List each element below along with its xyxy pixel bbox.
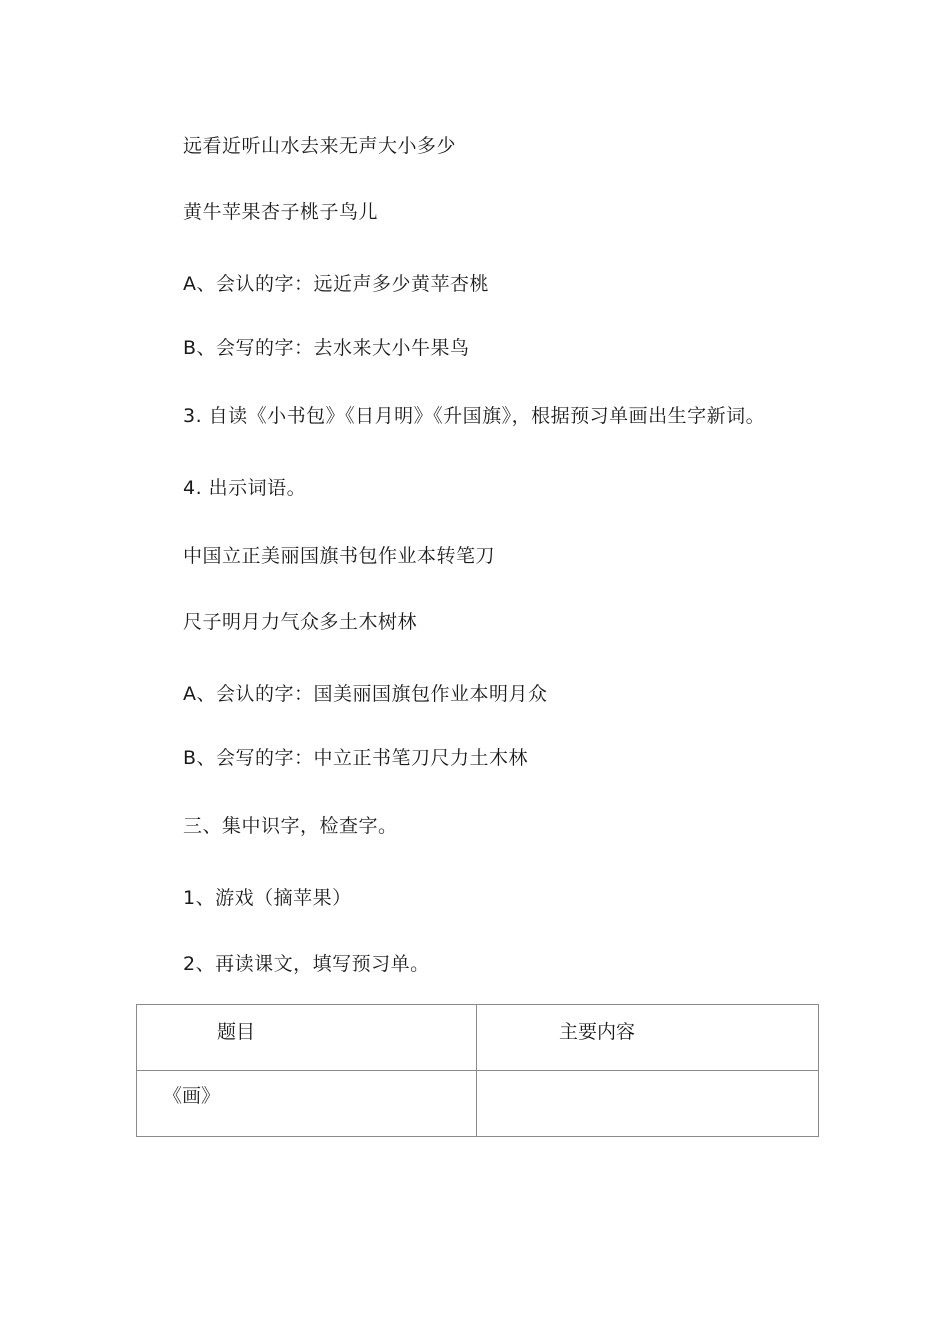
table-header-title: 题目 xyxy=(137,1005,477,1071)
table-header-content: 主要内容 xyxy=(477,1005,819,1071)
text-line-3: A、会认的字：远近声多少黄苹杏桃 xyxy=(183,273,489,295)
text-line-13: 2、再读课文，填写预习单。 xyxy=(183,953,430,975)
table-cell-content xyxy=(477,1071,819,1137)
table-row xyxy=(137,1071,819,1137)
text-line-1: 远看近听山水去来无声大小多少 xyxy=(183,135,457,157)
text-line-2: 黄牛苹果杏子桃子鸟儿 xyxy=(183,201,379,223)
preview-table xyxy=(136,1004,819,1137)
text-line-9: A、会认的字：国美丽国旗包作业本明月众 xyxy=(183,683,548,705)
text-line-4: B、会写的字：去水来大小牛果鸟 xyxy=(183,337,470,359)
text-line-10: B、会写的字：中立正书笔刀尺力土木林 xyxy=(183,747,529,769)
table-cell-title: 《画》 xyxy=(137,1071,477,1137)
text-line-12: 1、游戏（摘苹果） xyxy=(183,887,352,909)
text-line-8: 尺子明月力气众多土木树林 xyxy=(183,611,418,633)
text-line-5: 3. 自读《小书包》《日月明》《升国旗》，根据预习单画出生字新词。 xyxy=(183,405,766,427)
text-line-6: 4. 出示词语。 xyxy=(183,477,307,499)
table-header-row xyxy=(137,1005,819,1071)
text-line-11: 三、集中识字，检查字。 xyxy=(183,815,398,837)
text-line-7: 中国立正美丽国旗书包作业本转笔刀 xyxy=(183,545,496,567)
